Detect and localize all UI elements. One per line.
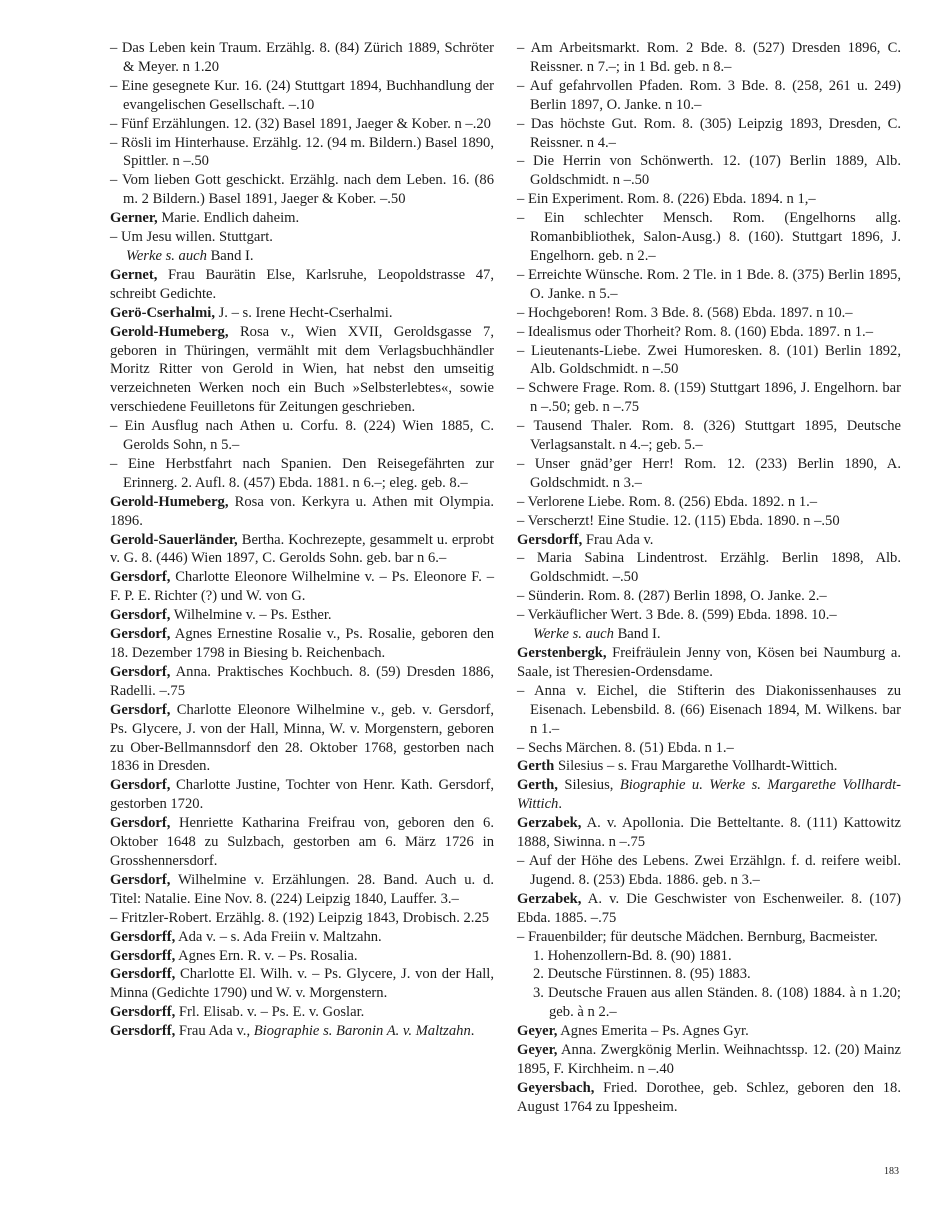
entry-italic: Biographie s. Baronin A. v. Maltzahn xyxy=(253,1023,471,1040)
entry-text: – Hochgeboren! Rom. 3 Bde. 8. (568) Ebda. 1897. n 10.– xyxy=(517,304,853,321)
entry-line xyxy=(517,39,901,77)
entry-line xyxy=(517,549,901,587)
entry-text: – Am Arbeitsmarkt. Rom. 2 Bde. 8. (527) Dresden 1896, C. Reissner. n 7.–; in 1 Bd. geb. n 8.– xyxy=(517,40,901,75)
entry-heading xyxy=(517,776,901,814)
page-number: 183 xyxy=(884,1166,899,1177)
entry-text: – Auf der Höhe des Lebens. Zwei Erzählgn. f. d. reifere weibl. Jugend. 8. (253) Ebda. 1886. geb. n 3.– xyxy=(517,852,901,888)
entry-line xyxy=(517,115,901,153)
entry-italic: Werke s. auch xyxy=(126,247,207,264)
entry-line xyxy=(110,417,494,455)
entry-heading xyxy=(517,531,901,550)
entry-heading xyxy=(517,814,901,852)
entry-line xyxy=(517,304,901,323)
entry-text: Agnes Emerita – Ps. Agnes Gyr. xyxy=(557,1023,749,1040)
entry-heading xyxy=(110,625,494,663)
entry-line xyxy=(110,77,494,115)
entry-line xyxy=(517,682,901,739)
entry-heading xyxy=(110,606,494,625)
entry-text: – Idealismus oder Thorheit? Rom. 8. (160) Ebda. 1897. n 1.– xyxy=(517,323,874,340)
entry-text: J. – s. Irene Hecht-Cserhalmi. xyxy=(214,304,393,321)
entry-text: A. v. Apollonia. Die Betteltante. 8. (111) Kattowitz 1888, Siwinna. n –.75 xyxy=(517,815,901,851)
entry-line xyxy=(110,39,494,77)
entry-text: Fried. Dorothee, geb. Schlez, geboren den 18. August 1764 zu Ippesheim. xyxy=(517,1079,901,1115)
entry-text: Anna. Praktisches Kochbuch. 8. (59) Dresden 1886, Radelli. –.75 xyxy=(110,663,494,699)
entry-text: . xyxy=(470,1023,475,1040)
entry-text: Charlotte Justine, Tochter von Henr. Kath. Gersdorf, gestorben 1720. xyxy=(110,777,494,813)
entry-heading xyxy=(110,1022,494,1041)
entry-text: Wilhelmine v. – Ps. Esther. xyxy=(170,607,332,624)
entry-heading xyxy=(110,323,494,418)
entry-text: – Fritzler-Robert. Erzählg. 8. (192) Leipzig 1843, Drobisch. 2.25 xyxy=(110,909,490,926)
entry-name: Gerzabek, xyxy=(517,890,582,907)
entry-text: Frau Baurätin Else, Karlsruhe, Leopoldstrasse 47, schreibt Gedichte. xyxy=(110,266,494,302)
entry-text: – Das höchste Gut. Rom. 8. (305) Leipzig 1893, Dresden, C. Reissner. n 4.– xyxy=(517,115,901,151)
entry-text: Band I. xyxy=(206,247,254,264)
entry-name: Gersdorf, xyxy=(110,777,171,794)
entry-name: Gerö-Cserhalmi, xyxy=(110,304,215,321)
entry-text: – Die Herrin von Schönwerth. 12. (107) Berlin 1889, Alb. Goldschmidt. n –.50 xyxy=(517,153,901,189)
entry-heading xyxy=(517,1022,901,1041)
entry-text: A. v. Die Geschwister von Eschenweiler. 8. (107) Ebda. 1885. –.75 xyxy=(517,890,901,926)
entry-heading xyxy=(110,947,494,966)
entry-text: – Ein schlechter Mensch. Rom. (Engelhorns allg. Romanbibliothek, Salon-Ausg.) 8. (160). Stuttgart 1896, J. Engelhorn. geb. n 2.– xyxy=(517,210,901,264)
entry-name: Gersdorf, xyxy=(110,569,171,586)
entry-heading xyxy=(517,644,901,682)
entry-heading xyxy=(110,304,494,323)
entry-text: Rosa v., Wien XVII, Geroldsgasse 7, geboren in Thüringen, vermählt mit dem Verlagsbuchhändler Moritz Ritter von Gerold in Wien, hat nebst den umseitig verzeichneten Werken noch ein Buch »Selbsterlebtes«, sowie verschiedene Feuilletons für Zeitungen geschrieben. xyxy=(110,323,494,416)
entry-text: – Ein Ausflug nach Athen u. Corfu. 8. (224) Wien 1885, C. Gerolds Sohn, n 5.– xyxy=(110,418,494,454)
entry-name: Geyersbach, xyxy=(517,1079,595,1096)
entry-line xyxy=(517,587,901,606)
left-column xyxy=(110,39,494,1041)
entry-line xyxy=(517,323,901,342)
entry-text: Marie. Endlich daheim. xyxy=(157,210,300,227)
entry-heading xyxy=(110,266,494,304)
entry-line xyxy=(517,266,901,304)
entry-line xyxy=(517,606,901,625)
entry-text: Freifräulein Jenny von, Kösen bei Naumburg a. Saale, ist Theresien-Ordensdame. xyxy=(517,645,901,680)
entry-text: Henriette Katharina Freifrau von, geboren den 6. Oktober 1648 zu Sulzbach, gestorben am 6. März 1726 in Grosshennersdorf. xyxy=(110,815,494,869)
entry-heading xyxy=(110,209,494,228)
entry-text: Charlotte Eleonore Wilhelmine v. – Ps. Eleonore F. – F. P. E. Richter (?) und W. von G. xyxy=(110,569,494,605)
entry-name: Gersdorff, xyxy=(110,1004,176,1021)
entry-name: Geyer, xyxy=(517,1023,558,1040)
entry-line xyxy=(517,512,901,531)
entry-text: – Lieutenants-Liebe. Zwei Humoresken. 8. (101) Berlin 1892, Alb. Goldschmidt. n –.50 xyxy=(517,342,901,378)
entry-text: Ada v. – s. Ada Freiin v. Maltzahn. xyxy=(175,928,382,945)
entry-text: Silesius – s. Frau Margarethe Vollhardt-Wittich. xyxy=(554,758,838,775)
entry-line xyxy=(110,455,494,493)
entry-text: – Unser gnäd’ger Herr! Rom. 12. (233) Berlin 1890, A. Goldschmidt. n 3.– xyxy=(517,455,901,491)
entry-text: Agnes Ern. R. v. – Ps. Rosalia. xyxy=(175,947,358,964)
entry-line xyxy=(517,342,901,380)
entry-name: Gersdorf, xyxy=(110,663,171,680)
entry-line xyxy=(517,190,901,209)
entry-name: Gersdorff, xyxy=(110,1023,176,1040)
entry-heading xyxy=(517,757,901,776)
entry-line xyxy=(110,134,494,172)
entry-text: – Frauenbilder; für deutsche Mädchen. Bernburg, Bacmeister. xyxy=(517,928,878,945)
entry-text: Rosa von. Kerkyra u. Athen mit Olympia. 1896. xyxy=(110,493,494,529)
entry-line xyxy=(517,625,901,644)
entry-heading xyxy=(110,568,494,606)
entry-text: Anna. Zwergkönig Merlin. Weihnachtssp. 12. (20) Mainz 1895, F. Kirchheim. n –.40 xyxy=(517,1042,901,1077)
entry-name: Gernet, xyxy=(110,266,158,283)
entry-text: Bertha. Kochrezepte, gesammelt u. erprobt v. G. 8. (446) Wien 1897, C. Gerolds Sohn. geb. bar n 6.– xyxy=(110,531,494,567)
entry-name: Gersdorf, xyxy=(110,626,171,643)
entry-text: – Erreichte Wünsche. Rom. 2 Tle. in 1 Bde. 8. (375) Berlin 1895, O. Janke. n 5.– xyxy=(517,266,901,302)
entry-line xyxy=(110,171,494,209)
entry-text: – Eine Herbstfahrt nach Spanien. Den Reisegefährten zur Erinnerg. 2. Aufl. 8. (457) Ebda. 1881. n 6.–; eleg. geb. 8.– xyxy=(110,455,494,491)
entry-name: Gersdorf, xyxy=(110,607,171,624)
entry-line xyxy=(517,77,901,115)
entry-line xyxy=(110,247,494,266)
entry-text: – Auf gefahrvollen Pfaden. Rom. 3 Bde. 8. (258, 261 u. 249) Berlin 1897, O. Janke. n 10.– xyxy=(517,77,901,113)
entry-text: – Tausend Thaler. Rom. 8. (326) Stuttgart 1895, Deutsche Verlagsanstalt. n 4.–; geb. 5.– xyxy=(517,418,901,454)
entry-heading xyxy=(517,890,901,928)
entry-text: – Sechs Märchen. 8. (51) Ebda. n 1.– xyxy=(517,739,734,756)
entry-text: Wilhelmine v. Erzählungen. 28. Band. Auch u. d. Titel: Natalie. Eine Nov. 8. (224) Leipzig 1840, Lauffer. 3.– xyxy=(110,871,494,907)
entry-text: 2. Deutsche Fürstinnen. 8. (95) 1883. xyxy=(533,966,751,983)
entry-heading xyxy=(110,871,494,909)
entry-text: – Maria Sabina Lindentrost. Erzählg. Berlin 1898, Alb. Goldschmidt. –.50 xyxy=(517,550,901,586)
entry-name: Gersdorff, xyxy=(110,966,176,983)
entry-heading xyxy=(517,1041,901,1079)
entry-text: Band I. xyxy=(613,626,661,643)
entry-name: Geyer, xyxy=(517,1042,558,1059)
entry-heading xyxy=(110,663,494,701)
entry-name: Gersdorf, xyxy=(110,701,171,718)
entry-text: – Anna v. Eichel, die Stifterin des Diakonissenhauses zu Eisenach. Lebensbild. 8. (66) Eisenach 1894, M. Wilkens. bar n 1.– xyxy=(517,682,901,737)
entry-name: Gerold-Sauerländer, xyxy=(110,531,238,548)
entry-line xyxy=(517,928,901,947)
entry-text: – Fünf Erzählungen. 12. (32) Basel 1891, Jaeger & Kober. n –.20 xyxy=(110,115,491,132)
entry-text: 3. Deutsche Frauen aus allen Ständen. 8. (108) 1884. à n 1.20; geb. à n 2.– xyxy=(533,985,901,1021)
entry-name: Gerner, xyxy=(110,210,158,227)
entry-line xyxy=(517,379,901,417)
entry-name: Gersdorf, xyxy=(110,871,171,888)
entry-line xyxy=(517,947,901,966)
entry-text: Charlotte Eleonore Wilhelmine v., geb. v. Gersdorf, Ps. Glycere, J. von der Hall, Minna, W. v. Morgenstern, geboren zu Ober-Bellmannsdorf den 28. Oktober 1768, gestorben nach 1836 in Dresden. xyxy=(110,701,494,775)
entry-line xyxy=(517,209,901,266)
entry-italic: Biographie u. Werke s. Margarethe Vollhardt-Wittich xyxy=(517,777,902,813)
entry-line xyxy=(110,909,494,928)
entry-name: Gerstenbergk, xyxy=(517,645,607,661)
entry-line xyxy=(517,417,901,455)
entry-name: Gersdorff, xyxy=(110,947,176,964)
entry-name: Gerth, xyxy=(517,777,558,794)
entry-text: Frl. Elisab. v. – Ps. E. v. Goslar. xyxy=(175,1004,365,1021)
entry-text: . xyxy=(558,796,563,813)
entry-heading xyxy=(110,493,494,531)
entry-heading xyxy=(110,1003,494,1022)
entry-text: 1. Hohenzollern-Bd. 8. (90) 1881. xyxy=(533,947,732,964)
entry-line xyxy=(110,115,494,134)
entry-text: – Eine gesegnete Kur. 16. (24) Stuttgart 1894, Buchhandlung der evangelischen Gesellschaft. –.10 xyxy=(110,77,494,113)
entry-text: – Verscherzt! Eine Studie. 12. (115) Ebda. 1890. n –.50 xyxy=(517,512,840,529)
entry-text: Silesius, xyxy=(557,777,620,794)
entry-text: – Ein Experiment. Rom. 8. (226) Ebda. 1894. n 1,– xyxy=(517,191,816,208)
entry-heading xyxy=(110,814,494,871)
entry-line xyxy=(517,493,901,512)
entry-text: – Um Jesu willen. Stuttgart. xyxy=(110,229,273,246)
entry-name: Gersdorff, xyxy=(110,928,176,945)
entry-name: Gerold-Humeberg, xyxy=(110,493,229,510)
entry-name: Gersdorf, xyxy=(110,815,171,832)
right-column xyxy=(517,39,901,1117)
entry-text: Frau Ada v., xyxy=(175,1023,254,1040)
entry-text: – Rösli im Hinterhause. Erzählg. 12. (94 m. Bildern.) Basel 1890, Spittler. n –.50 xyxy=(110,134,494,170)
entry-line xyxy=(517,152,901,190)
entry-heading xyxy=(517,1079,901,1117)
entry-line xyxy=(517,984,901,1022)
entry-italic: Werke s. auch xyxy=(533,626,614,643)
entry-name: Gerold-Humeberg, xyxy=(110,323,229,340)
entry-line xyxy=(517,455,901,493)
entry-heading xyxy=(110,776,494,814)
entry-heading xyxy=(110,531,494,569)
entry-text: Agnes Ernestine Rosalie v., Ps. Rosalie, geboren den 18. Dezember 1798 in Biesing b. Reichenbach. xyxy=(110,626,494,661)
entry-heading xyxy=(110,965,494,1003)
entry-text: – Vom lieben Gott geschickt. Erzählg. nach dem Leben. 16. (86 m. 2 Bildern.) Basel 1891, Jaeger & Kober. –.50 xyxy=(110,172,494,208)
entry-name: Gersdorff, xyxy=(517,531,583,548)
entry-line xyxy=(517,852,901,890)
entry-text: – Sünderin. Rom. 8. (287) Berlin 1898, O. Janke. 2.– xyxy=(517,588,827,605)
entry-line xyxy=(517,739,901,758)
entry-name: Gerzabek, xyxy=(517,815,582,832)
entry-heading xyxy=(110,928,494,947)
entry-text: – Verkäuflicher Wert. 3 Bde. 8. (599) Ebda. 1898. 10.– xyxy=(517,607,837,624)
entry-name: Gerth xyxy=(517,758,555,775)
entry-line xyxy=(110,228,494,247)
entry-text: Frau Ada v. xyxy=(582,531,654,548)
entry-heading xyxy=(110,701,494,777)
entry-text: Charlotte El. Wilh. v. – Ps. Glycere, J. von der Hall, Minna (Gedichte 1790) und W. v. Morgenstern. xyxy=(110,966,494,1002)
entry-text: – Verlorene Liebe. Rom. 8. (256) Ebda. 1892. n 1.– xyxy=(517,493,818,510)
entry-text: – Schwere Frage. Rom. 8. (159) Stuttgart 1896, J. Engelhorn. bar n –.50; geb. n –.75 xyxy=(517,380,901,416)
entry-text: – Das Leben kein Traum. Erzählg. 8. (84) Zürich 1889, Schröter & Meyer. n 1.20 xyxy=(110,40,494,75)
entry-line xyxy=(517,965,901,984)
